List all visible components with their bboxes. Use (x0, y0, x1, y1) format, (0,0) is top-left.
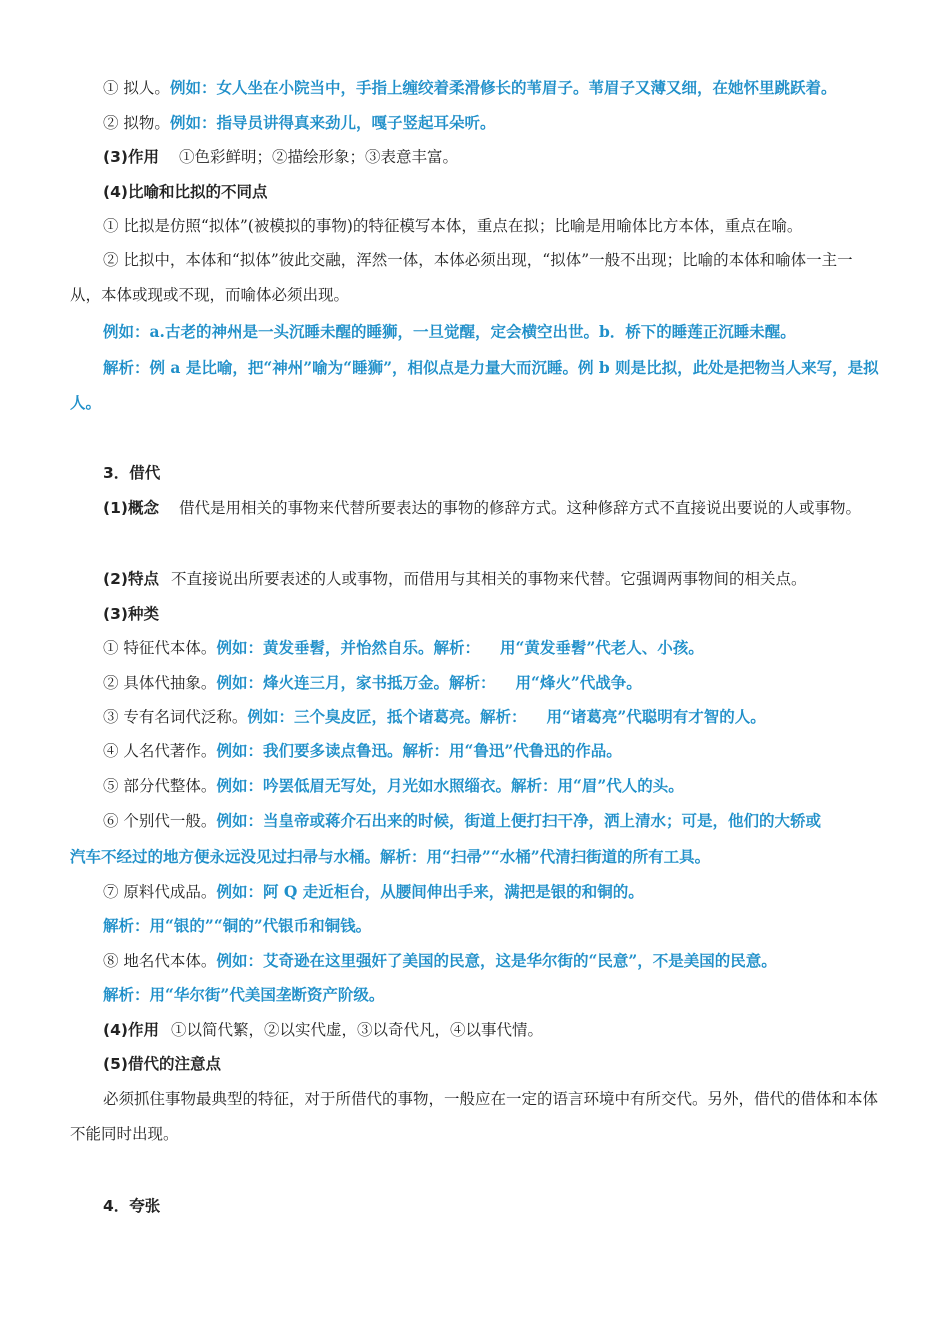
personification-line (103, 78, 882, 98)
feature-heading: (2)特点 (103, 570, 159, 588)
metaphor-example-line (103, 322, 882, 342)
feature-line (103, 569, 882, 589)
types-heading-line (103, 604, 882, 624)
type-1-label: ① 特征代本体。 (103, 639, 217, 657)
type-item-7 (103, 882, 882, 902)
concept-paragraph (70, 491, 882, 526)
type-item-2 (103, 673, 882, 693)
metonymy-function-heading: (4)作用 (103, 1021, 159, 1039)
objectification-line (103, 113, 882, 133)
type-3-analysis: 用“诸葛亮”代聪明有才智的人。 (546, 707, 766, 726)
type-4-example: 例如：我们要多读点鲁迅。解析：用“鲁迅”代鲁迅的作品。 (216, 741, 622, 760)
section-title-metonymy: 3．借代 (103, 464, 161, 482)
difference-point-2: ② 比拟中，本体和“拟体”彼此交融，浑然一体，本体必须出现，“拟体”一般不出现；比喻的本体和喻体一主一从，本体或现或不现，而喻体必须出现。 (70, 251, 853, 304)
type-item-5 (103, 776, 882, 796)
type-5-label: ⑤ 部分代整体。 (103, 777, 217, 795)
type-3-label: ③ 专有名词代泛称。 (103, 708, 248, 726)
concept-text: 借代是用相关的事物来代替所要表达的事物的修辞方式。这种修辞方式不直接说出要说的人或事物。 (178, 499, 861, 517)
type-6-example: 例如：当皇帝或蒋介石出来的时候，街道上便打扫干净，洒上清水；可是，他们的大轿或 (216, 811, 821, 830)
type-7-label: ⑦ 原料代成品。 (103, 883, 217, 901)
type-1-example: 例如：黄发垂髫，并怡然自乐。解析： (216, 638, 480, 657)
type-6-label: ⑥ 个别代一般。 (103, 812, 217, 830)
type-2-example: 例如：烽火连三月，家书抵万金。解析： (216, 673, 496, 692)
difference-heading-line (103, 182, 882, 202)
type-item-4 (103, 741, 882, 761)
function-line (103, 147, 882, 167)
section-title-hyperbole: 4．夸张 (103, 1197, 161, 1215)
personification-example: 例如：女人坐在小院当中，手指上缠绞着柔滑修长的苇眉子。苇眉子又薄又细，在她怀里跳跃着。 (169, 78, 837, 97)
difference-text-1: ① 比拟是仿照“拟体”(被模拟的事物)的特征模写本体，重点在拟；比喻是用喻体比方本体，重点在喻。 (103, 217, 803, 235)
feature-text: 不直接说出所要表述的人或事物，而借用与其相关的事物来代替。它强调两事物间的相关点。 (170, 570, 807, 588)
objectification-label: ② 拟物。 (103, 114, 170, 132)
personification-label: ① 拟人。 (103, 79, 170, 97)
type-8-label: ⑧ 地名代本体。 (103, 952, 217, 970)
function-text: ①色彩鲜明；②描绘形象；③表意丰富。 (178, 148, 458, 166)
type-item-7-analysis: 解析：用“银的”“铜的”代银币和铜钱。 (103, 916, 372, 935)
type-5-example: 例如：吟罢低眉无写处，月光如水照缁衣。解析：用“眉”代人的头。 (216, 776, 684, 795)
notes-paragraph: 必须抓住事物最典型的特征，对于所借代的事物，一般应在一定的语言环境中有所交代。另外，借代的借体和本体不能同时出现。 (70, 1090, 879, 1143)
type-item-8-analysis: 解析：用“华尔街”代美国垄断资产阶级。 (103, 985, 385, 1004)
metaphor-analysis: 解析：例 a 是比喻，把“神州”喻为“睡狮”，相似点是力量大而沉睡。例 b 则是比拟，此处是把物当人来写，是拟人。 (70, 358, 879, 412)
types-heading: (3)种类 (103, 605, 159, 623)
metonymy-function-line (103, 1020, 882, 1040)
notes-heading: (5)借代的注意点 (103, 1055, 221, 1073)
difference-heading: (4)比喻和比拟的不同点 (103, 183, 268, 201)
type-item-1 (103, 638, 882, 658)
metaphor-example: 例如：a.古老的神州是一头沉睡未醒的睡狮，一旦觉醒，定会横空出世。b．桥下的睡莲正沉睡未醒。 (103, 322, 796, 341)
type-item-6 (103, 811, 882, 831)
type-4-label: ④ 人名代著作。 (103, 742, 217, 760)
type-7-example: 例如：阿 Q 走近柜台，从腰间伸出手来，满把是银的和铜的。 (216, 882, 644, 901)
type-item-3 (103, 707, 882, 727)
type-1-analysis: 用“黄发垂髫”代老人、小孩。 (499, 638, 704, 657)
concept-heading: (1)概念 (103, 499, 159, 517)
metonymy-function-text: ①以简代繁，②以实代虚，③以奇代凡，④以事代情。 (170, 1021, 543, 1039)
objectification-example: 例如：指导员讲得真来劲儿，嘎子竖起耳朵听。 (169, 113, 496, 132)
notes-heading-line (103, 1054, 882, 1074)
type-item-8 (103, 951, 882, 971)
type-3-example: 例如：三个臭皮匠，抵个诸葛亮。解析： (247, 707, 527, 726)
type-2-analysis: 用“烽火”代战争。 (515, 673, 642, 692)
difference-point-1 (103, 216, 882, 236)
function-heading: (3)作用 (103, 148, 159, 166)
type-item-6-continued: 汽车不经过的地方便永远没见过扫帚与水桶。解析：用“扫帚”“水桶”代清扫街道的所有工具。 (70, 847, 711, 866)
type-8-example: 例如：艾奇逊在这里强奸了美国的民意，这是华尔街的“民意”，不是美国的民意。 (216, 951, 777, 970)
type-2-label: ② 具体代抽象。 (103, 674, 217, 692)
